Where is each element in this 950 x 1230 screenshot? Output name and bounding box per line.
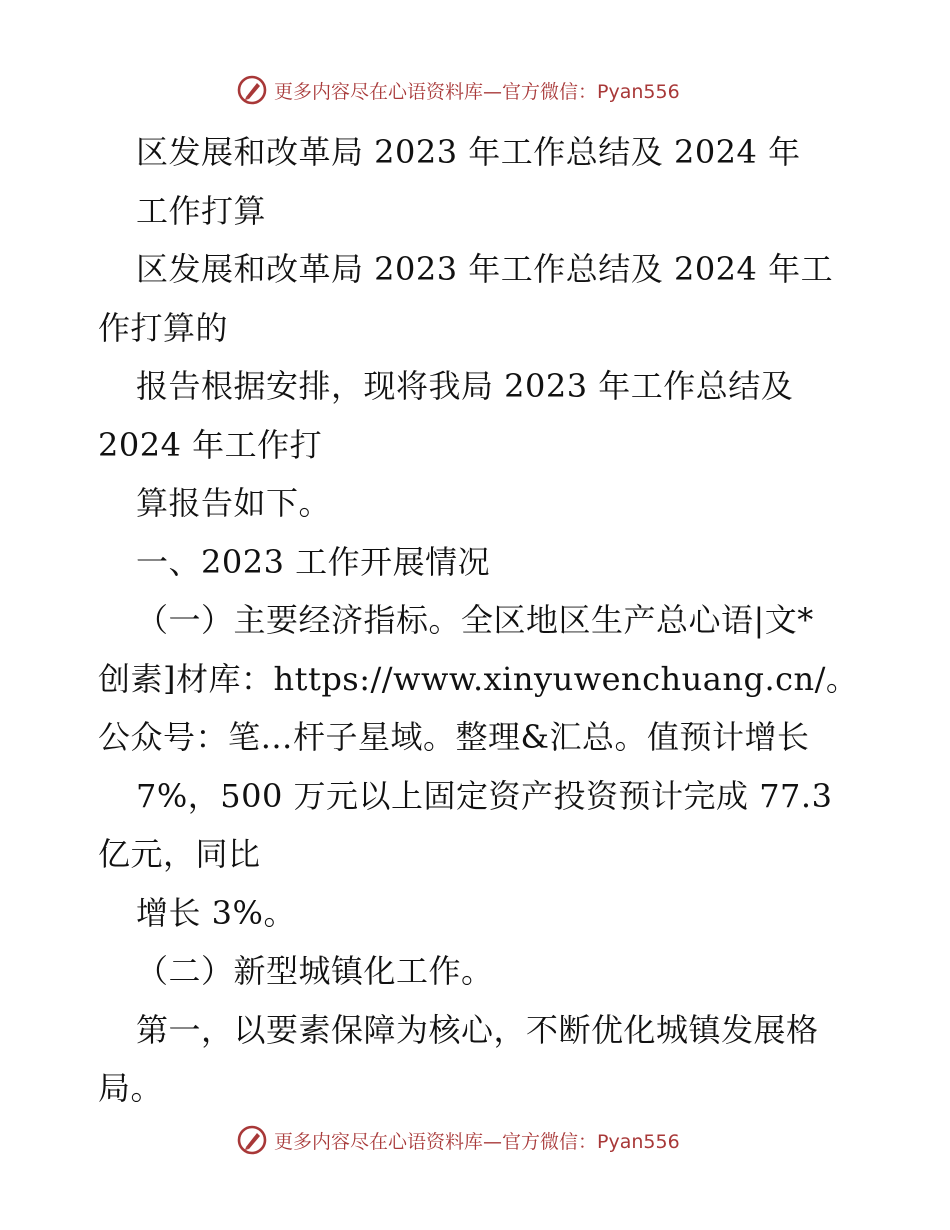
text-line: 2024 年工作打 xyxy=(98,425,323,464)
section-heading: 一、2023 工作开展情况 xyxy=(136,542,491,581)
text-line: 公众号：笔…杆子星域。整理&汇总。值预计增长 xyxy=(98,718,810,756)
header-watermark-banner xyxy=(236,73,716,107)
subsection-heading: （二）新型城镇化工作。 xyxy=(136,952,494,990)
text-line: 工作打算 xyxy=(136,191,267,230)
pen-circle-logo-icon xyxy=(236,74,268,106)
text-line: 算报告如下。 xyxy=(136,484,332,522)
document-body xyxy=(98,123,858,1118)
text-line: 作打算的 xyxy=(98,308,229,347)
footer-watermark-banner xyxy=(236,1123,716,1157)
text-line: （一）主要经济指标。全区地区生产总心语|文* xyxy=(136,601,814,639)
footer-watermark-text: 更多内容尽在心语资料库—官方微信：Pyan556 xyxy=(274,1130,680,1153)
text-line: 区发展和改革局 2023 年工作总结及 2024 年工 xyxy=(136,250,834,288)
text-line: 局。 xyxy=(98,1069,164,1107)
text-line: 第一，以要素保障为核心，不断优化城镇发展格 xyxy=(136,1010,819,1049)
text-line: 区发展和改革局 2023 年工作总结及 2024 年 xyxy=(136,133,801,171)
text-line: 亿元，同比 xyxy=(98,835,261,873)
text-line: 增长 3%。 xyxy=(136,893,296,932)
text-line: 7%，500 万元以上固定资产投资预计完成 77.3 xyxy=(136,776,833,815)
pen-circle-logo-icon xyxy=(236,1124,268,1156)
header-watermark-text: 更多内容尽在心语资料库—官方微信：Pyan556 xyxy=(274,80,680,103)
text-line: 创素]材库：https://www.xinyuwenchuang.cn/。 xyxy=(98,659,859,698)
text-line: 报告根据安排，现将我局 2023 年工作总结及 xyxy=(136,367,794,405)
